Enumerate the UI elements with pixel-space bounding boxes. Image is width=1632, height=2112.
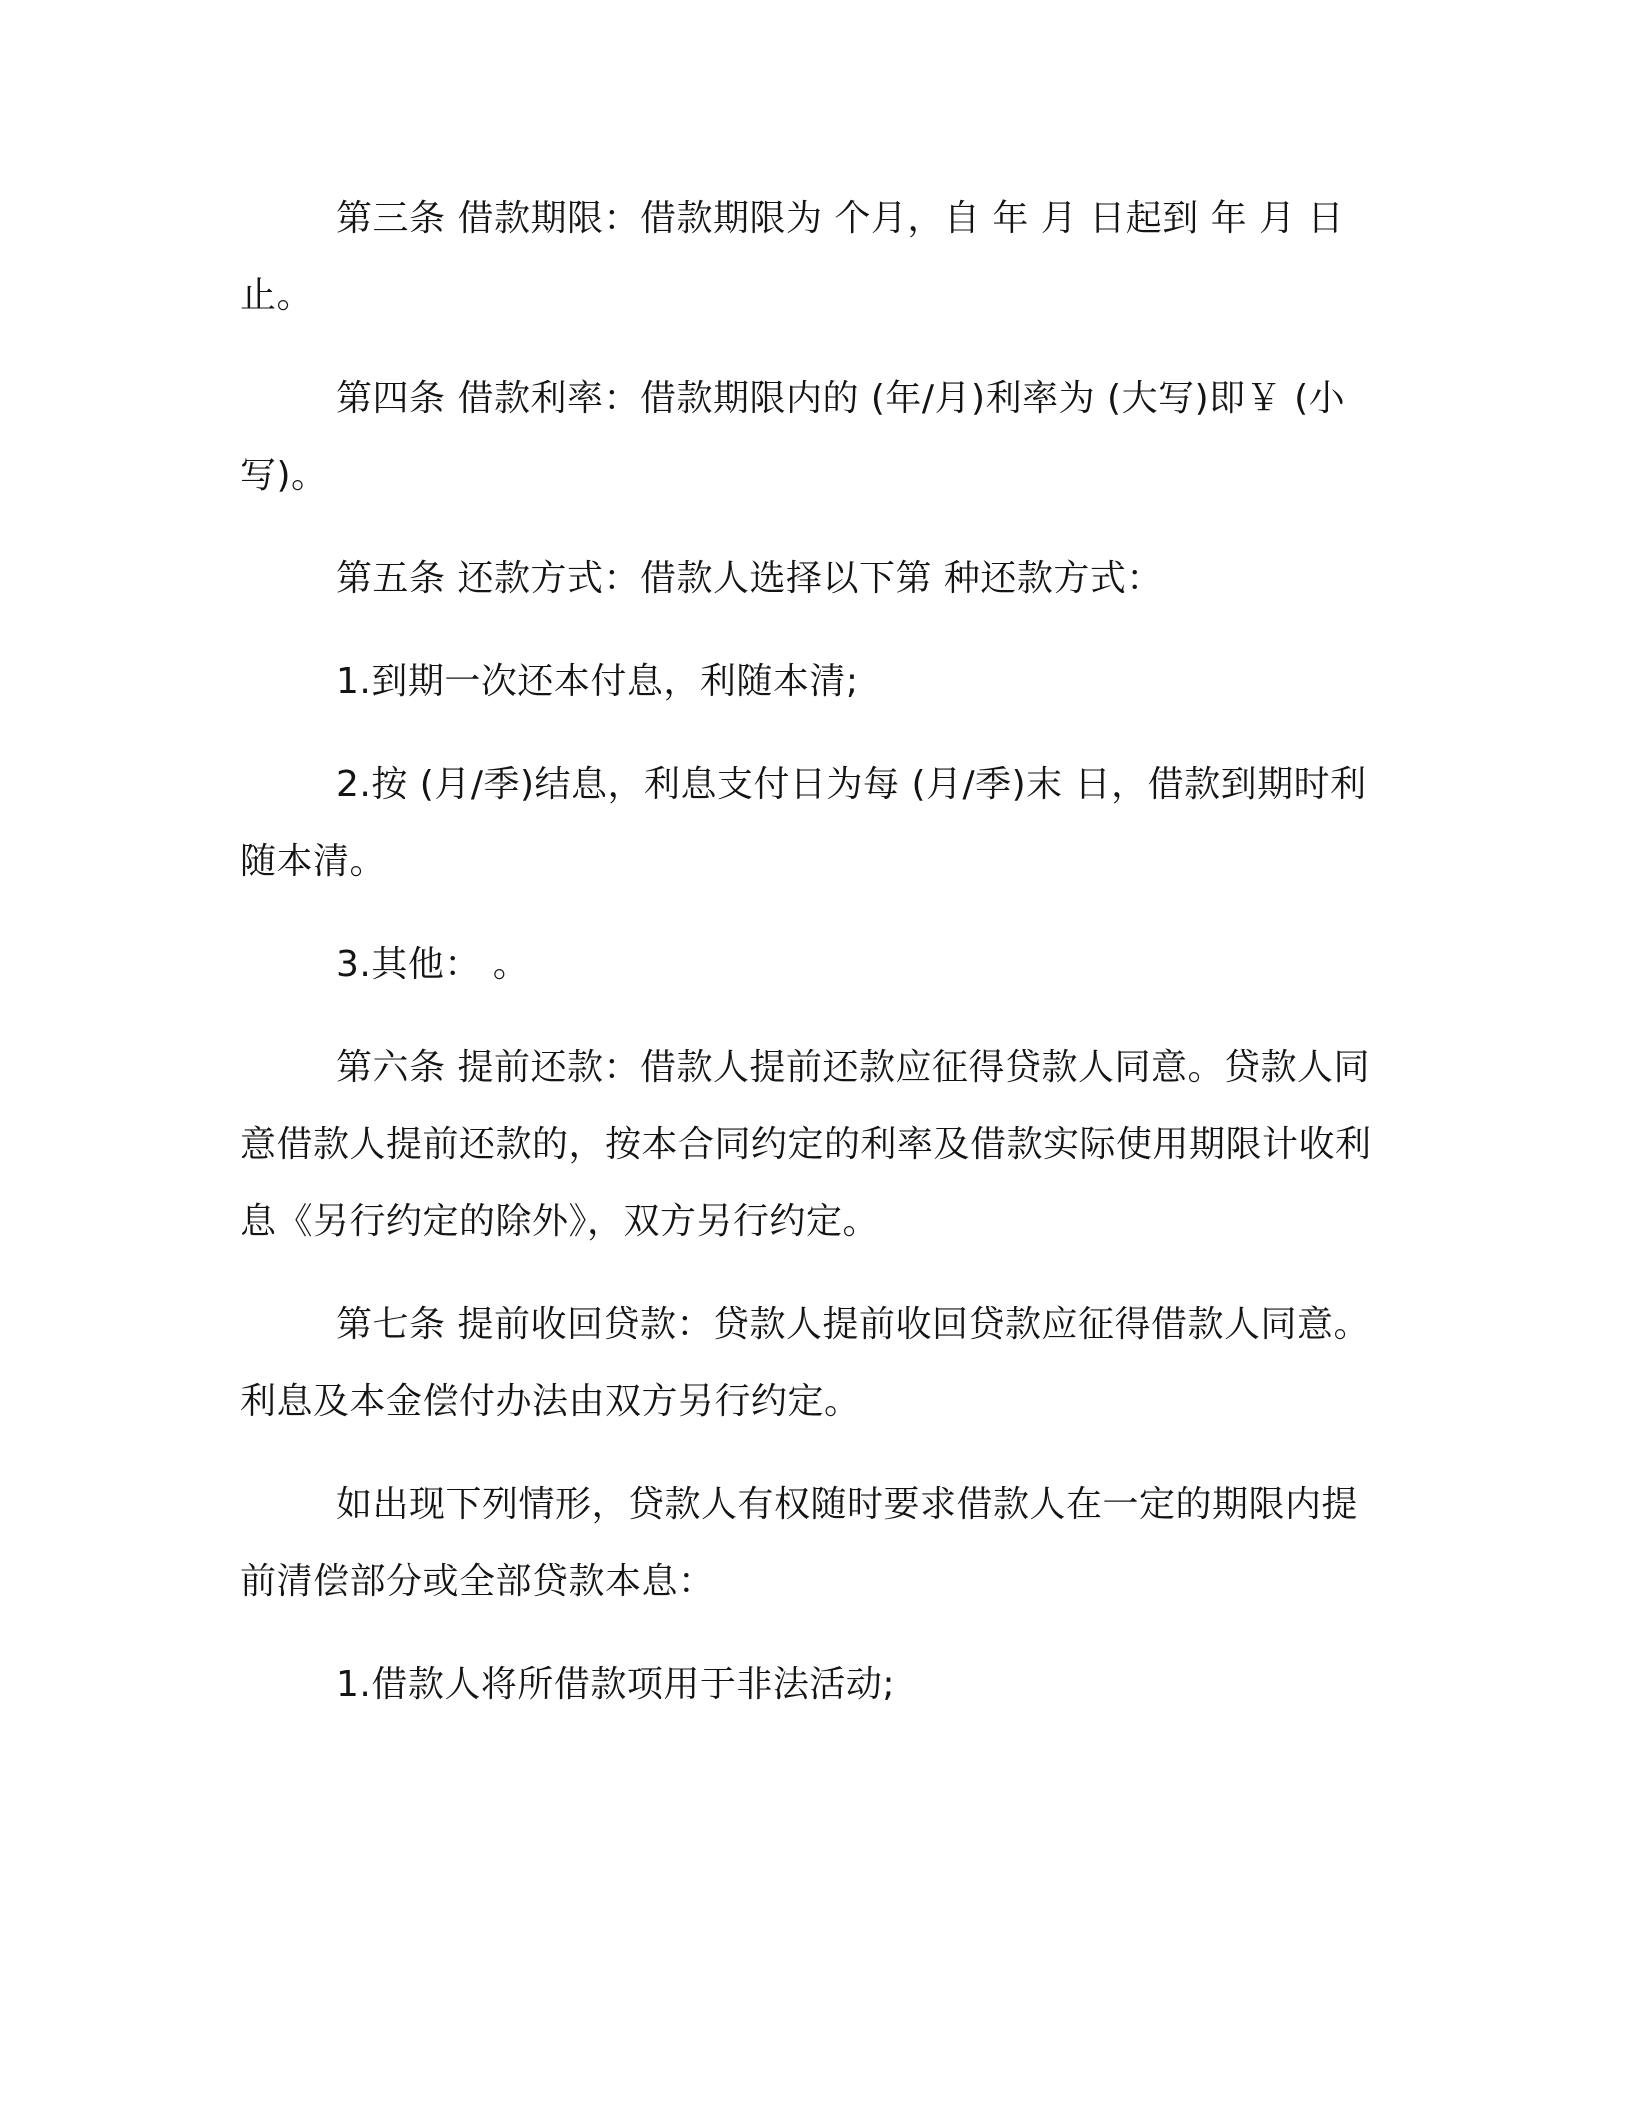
- repayment-option-1: 1.到期一次还本付息，利随本清;: [336, 661, 859, 702]
- article-6-early-repayment: 第六条 提前还款：借款人提前还款应征得贷款人同意。贷款人同意借款人提前还款的，按本合同约定的利率及借款实际使用期限计收利息《另行约定的除外》，双方另行约定。: [240, 1047, 1372, 1242]
- recall-condition-1: 1.借款人将所借款项用于非法活动;: [336, 1664, 895, 1705]
- article-3-term: 第三条 借款期限：借款期限为 个月，自 年 月 日起到 年 月 日止。: [240, 198, 1345, 316]
- recall-conditions-intro: 如出现下列情形，贷款人有权随时要求借款人在一定的期限内提前清偿部分或全部贷款本息：: [240, 1484, 1359, 1602]
- repayment-option-2: 2.按 (月/季)结息，利息支付日为每 (月/季)末 日，借款到期时利随本清。: [240, 764, 1367, 882]
- article-4-interest-rate: 第四条 借款利率：借款期限内的 (年/月)利率为 (大写)即￥ (小写)。: [240, 378, 1346, 496]
- article-5-repayment-method: 第五条 还款方式：借款人选择以下第 种还款方式：: [336, 558, 1163, 599]
- document-page: [240, 180, 1390, 1749]
- article-7-early-recall: 第七条 提前收回贷款：贷款人提前收回贷款应征得借款人同意。利息及本金偿付办法由双方另行约定。: [240, 1304, 1370, 1422]
- repayment-option-3: 3.其他： 。: [336, 944, 530, 985]
